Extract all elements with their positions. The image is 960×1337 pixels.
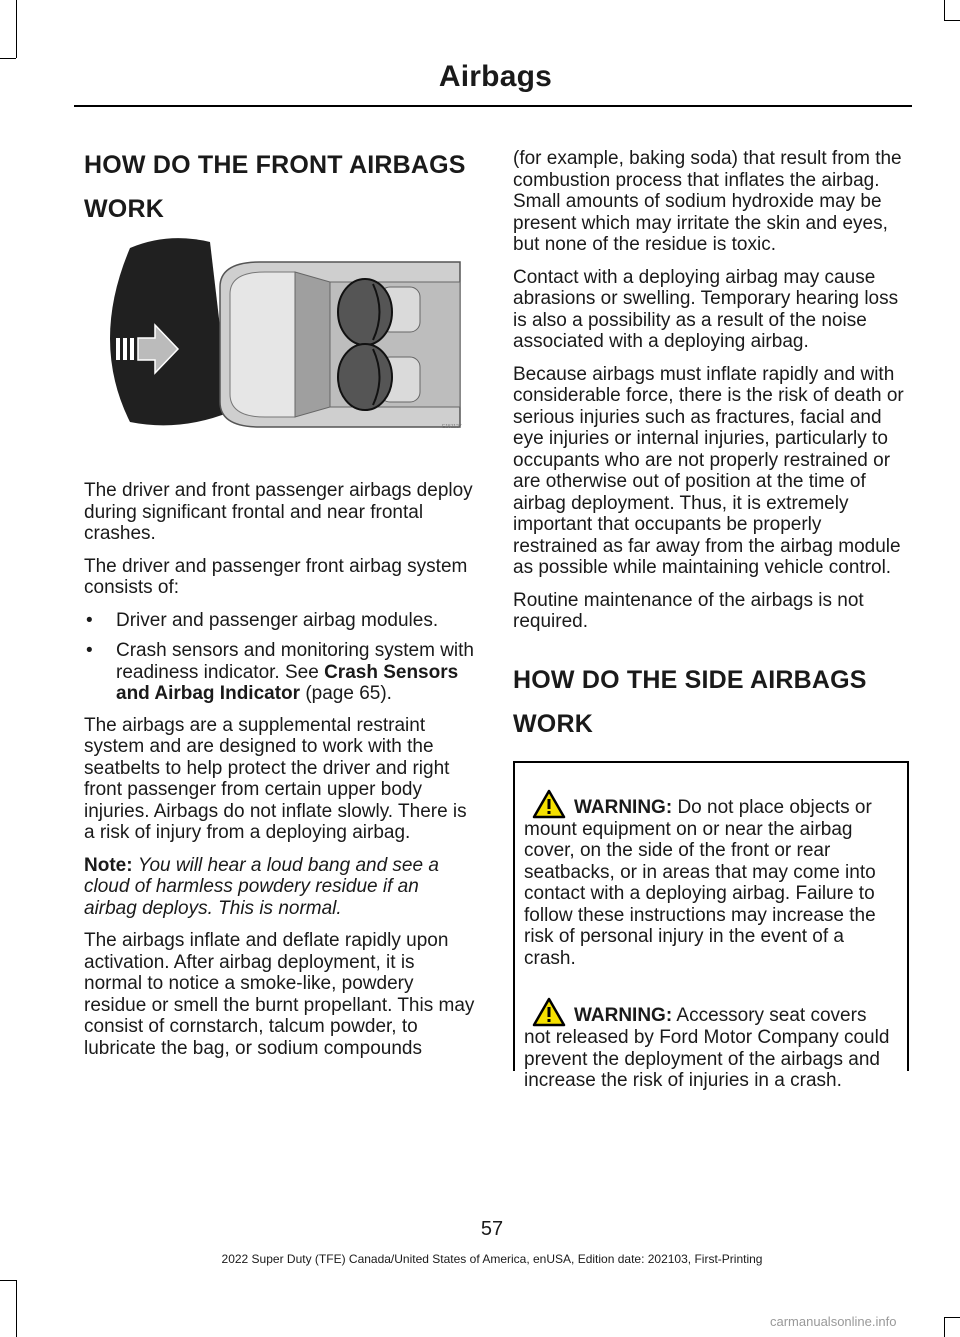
crop-mark <box>944 20 960 21</box>
warning-triangle-icon <box>532 997 566 1027</box>
crop-mark <box>944 1317 960 1318</box>
front-airbags-heading: HOW DO THE FRONT AIRBAGS WORK <box>84 151 466 223</box>
paragraph: The driver and front passenger airbags deploy during significant frontal and near frontal crashes. <box>84 480 473 544</box>
crop-mark <box>0 58 16 59</box>
warning-2: WARNING: Accessory seat covers not released by Ford Motor Company could prevent the deployment of the airbags and increase the risk of injuries in a crash. <box>524 997 895 1092</box>
vehicle-windshield <box>295 272 330 417</box>
list-item: • Driver and passenger airbag modules. <box>84 610 476 632</box>
paragraph: The airbags inflate and deflate rapidly upon activation. After airbag deployment, it is normal to notice a smoke-like, powdery residue or smell the burnt propellant. This may consist of cornstarch, talcum powder, to lubricate the bag, or sodium compounds <box>84 930 475 1059</box>
watermark: carmanualsonline.info <box>770 1314 897 1329</box>
front-airbags-figure <box>80 232 470 432</box>
page-number: 57 <box>480 1218 504 1240</box>
warning-box <box>513 761 909 1091</box>
crop-mark <box>16 1280 17 1337</box>
paragraph: Because airbags must inflate rapidly and with considerable force, there is the risk of death or serious injuries such as fractures, facial and eye injuries or internal injuries, particularly to occupants who are not properly restrained or are otherwise out of position at the time of airbag deployment. Thus, it is extremely important that occupants be properly restrained as far away from the airbag module as possible while maintaining vehicle control. <box>513 363 904 578</box>
warning-triangle-icon <box>532 789 566 819</box>
list-item: • Crash sensors and monitoring system with readiness indicator. See Crash Sensors and Airbag Indicator (page 65). <box>84 640 476 705</box>
note: Note: You will hear a loud bang and see a cloud of harmless powdery residue if an airbag deploys. This is normal. <box>84 854 439 919</box>
paragraph: The driver and passenger front airbag system consists of: <box>84 555 468 598</box>
edition-info: 2022 Super Duty (TFE) Canada/United States of America, enUSA, Edition date: 202103, First-Printing <box>221 1252 763 1266</box>
driver-airbag <box>338 279 392 345</box>
passenger-airbag <box>338 344 392 410</box>
deployment-zone <box>110 238 230 425</box>
figure-code: E151127 <box>442 424 462 430</box>
left-column <box>84 148 476 1070</box>
paragraph: (for example, baking soda) that result from the combustion process that inflates the airbag. Small amounts of sodium hydroxide may be present which may irritate the skin and eyes, but none of the residue is toxic. <box>513 148 902 255</box>
paragraph: Contact with a deploying airbag may cause abrasions or swelling. Temporary hearing loss is also a possibility as a result of the noise associated with a deploying airbag. <box>513 266 899 352</box>
crop-mark <box>0 1280 16 1281</box>
warning-1: WARNING: Do not place objects or mount equipment on or near the airbag cover, on the side of the front or rear seatbacks, or in areas that may come into contact with a deploying airbag. Failure to follow these instructions may increase the risk of personal injury in the event of a crash. <box>524 789 895 970</box>
paragraph: Routine maintenance of the airbags is not required. <box>513 589 864 632</box>
right-column <box>513 148 909 1091</box>
page-header-title: Airbags <box>438 60 552 93</box>
crop-mark <box>944 0 945 20</box>
side-airbags-heading: HOW DO THE SIDE AIRBAGS WORK <box>513 665 867 738</box>
paragraph: The airbags are a supplemental restraint system and are designed to work with the seatbelts to help protect the driver and right front passenger from certain upper body injuries. Airbags do not inflate slowly. There is a risk of injury from a deploying airbag. <box>84 714 467 843</box>
airbag-system-list <box>84 610 476 705</box>
crop-mark <box>944 1317 945 1337</box>
crash-sensors-link[interactable]: Crash Sensors and Airbag Indicator <box>116 661 459 704</box>
vehicle-hood <box>230 272 295 417</box>
crop-mark <box>16 0 17 58</box>
header-divider <box>74 105 912 107</box>
